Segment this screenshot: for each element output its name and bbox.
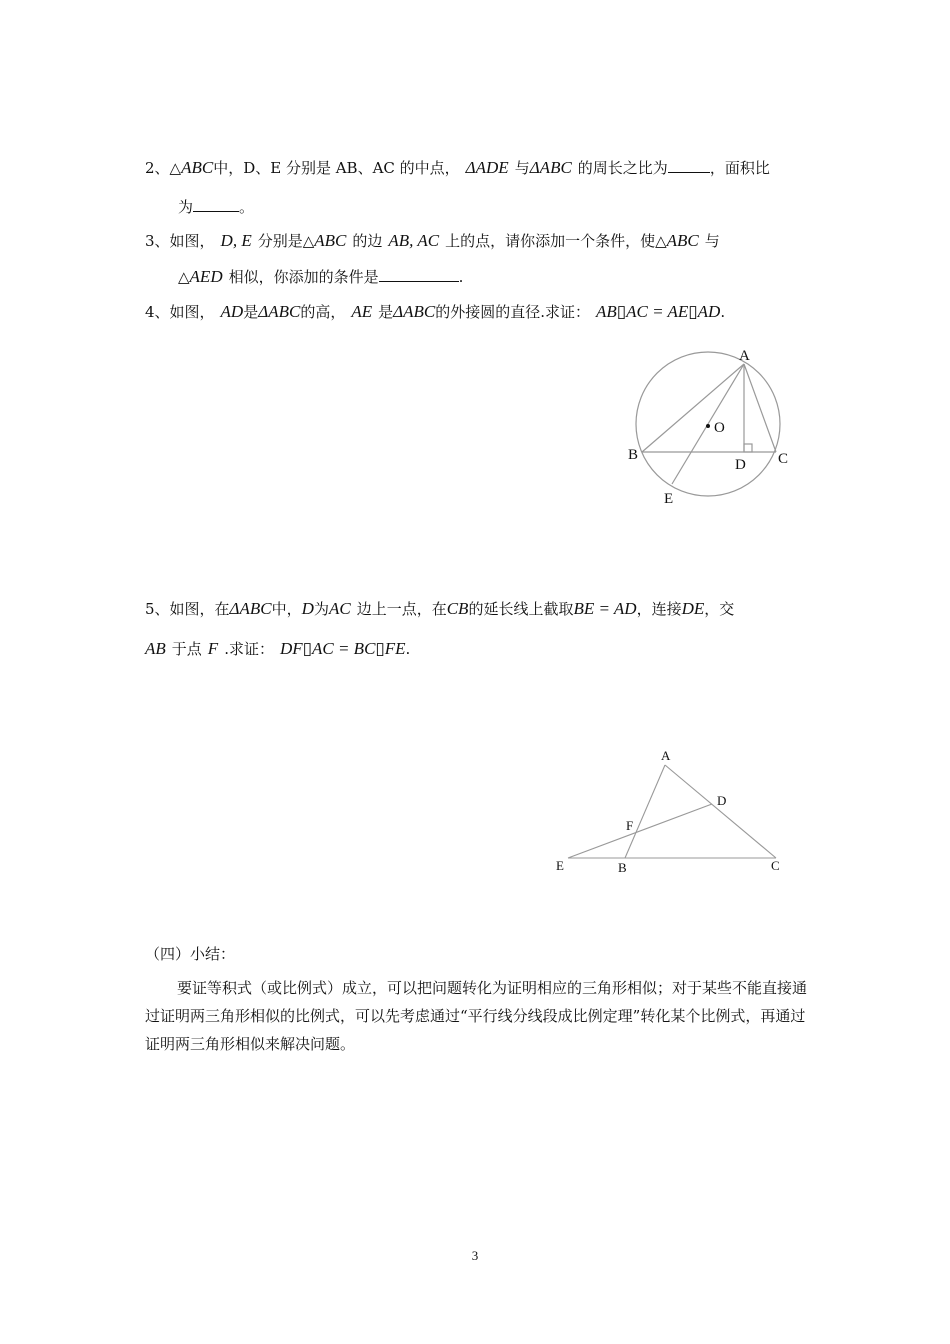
question-5-line-2: AB 于点 F .求证： DF▯AC = BC▯FE. — [145, 639, 411, 658]
label-d-2: D — [717, 793, 727, 808]
question-3-line-1: 3、如图， D, E 分别是△ABC 的边 AB, AC 上的点，请你添加一个条件，使△ABC 与 — [145, 231, 720, 250]
label-e: E — [664, 491, 674, 507]
label-c: C — [778, 451, 789, 467]
question-2-line-1: 2、△ABC中，D、E 分别是 AB、AC 的中点， ΔADE 与ΔABC 的周长之比为 ，面积比 — [145, 158, 770, 177]
label-a: A — [739, 348, 750, 364]
label-d: D — [735, 457, 746, 473]
side-ac-2 — [665, 765, 776, 858]
label-a-2: A — [661, 748, 671, 763]
label-b: B — [628, 447, 639, 463]
question-5-line-1: 5、如图，在ΔABC中，D为AC 边上一点，在CB的延长线上截取BE = AD，连接DE，交 — [145, 599, 735, 618]
question-4-line-1: 4、如图， AD是ΔABC的高， AE 是ΔABC的外接圆的直径.求证： AB▯AC = AE▯AD. — [145, 302, 726, 321]
label-o: O — [714, 420, 725, 436]
label-c-2: C — [771, 858, 780, 873]
label-f-2: F — [626, 818, 634, 833]
question-2-line-2: 为 。 — [178, 198, 255, 216]
question-3-line-2: △AED 相似，你添加的条件是 . — [178, 267, 464, 286]
summary-body: 要证等积式（或比例式）成立，可以把问题转化为证明相应的三角形相似；对于某些不能直接通过证明两三角形相似的比例式，可以先考虑通过“平行线分线段成比例定理”转化某个比例式，再通过证明两三角形相似来解决问题。 — [145, 979, 808, 1053]
page-number: 3 — [471, 1248, 479, 1263]
label-b-2: B — [618, 860, 627, 875]
line-ed — [568, 804, 712, 858]
side-ab-2 — [625, 765, 665, 858]
label-e-2: E — [556, 858, 564, 873]
summary-heading: （四）小结： — [145, 945, 236, 963]
